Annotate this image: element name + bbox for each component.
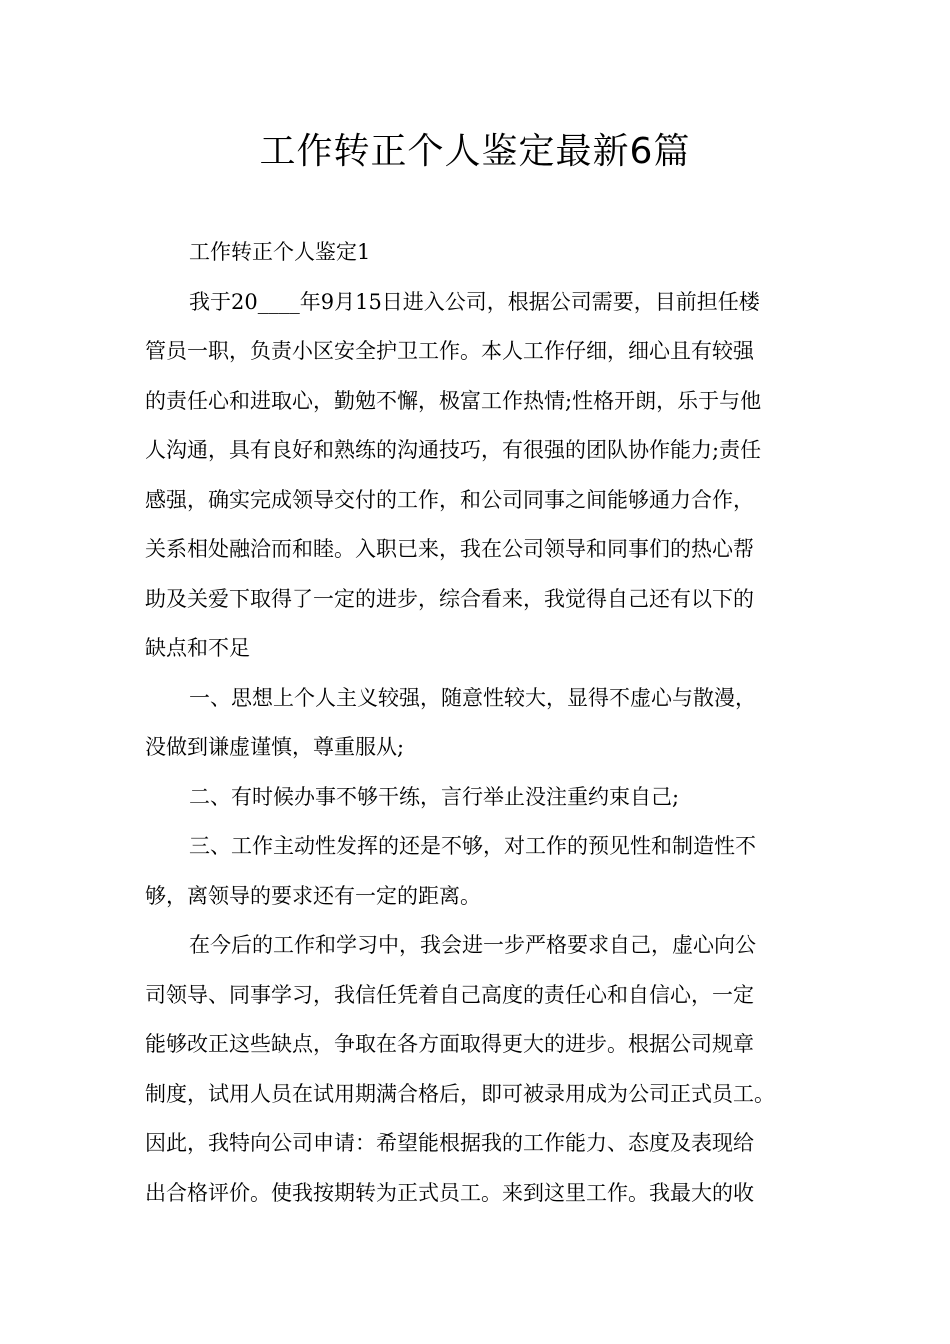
paragraph-line: 我于20____年9月15日进入公司，根据公司需要，目前担任楼 [189,289,760,314]
paragraph-line: 在今后的工作和学习中，我会进一步严格要求自己，虚心向公 [189,933,756,957]
document-body [145,228,820,1218]
paragraph-line: 制度，试用人员在试用期满合格后，即可被录用成为公司正式员工。 [145,1081,775,1106]
paragraph-line: 因此，我特向公司申请：希望能根据我的工作能力、态度及表现给 [145,1131,754,1155]
list-item-line: 一、思想上个人主义较强，随意性较大，显得不虚心与散漫， [189,685,756,710]
list-item-line: 没做到谦虚谨慎，尊重服从; [145,735,405,759]
paragraph-line: 感强，确实完成领导交付的工作，和公司同事之间能够通力合作， [145,487,754,512]
section-heading: 工作转正个人鉴定1 [189,240,371,264]
paragraph-line: 司领导、同事学习，我信任凭着自己高度的责任心和自信心，一定 [145,982,754,1007]
list-item-line: 二、有时候办事不够干练，言行举止没注重约束自己; [189,784,680,809]
paragraph-line: 的责任心和进取心，勤勉不懈，极富工作热情;性格开朗，乐于与他 [145,388,762,413]
document-title: 工作转正个人鉴定最新6篇 [259,131,691,172]
paragraph-line: 缺点和不足 [145,636,250,660]
paragraph-line: 助及关爱下取得了一定的进步，综合看来，我觉得自己还有以下的 [145,586,754,611]
list-item-line: 三、工作主动性发挥的还是不够，对工作的预见性和制造性不 [189,834,756,858]
paragraph-line: 人沟通，具有良好和熟练的沟通技巧，有很强的团队协作能力;责任 [145,438,762,462]
paragraph-line: 出合格评价。使我按期转为正式员工。来到这里工作。我最大的收 [145,1180,754,1205]
list-item-line: 够，离领导的要求还有一定的距离。 [145,883,481,908]
paragraph-line: 管员一职，负责小区安全护卫工作。本人工作仔细，细心且有较强 [145,339,754,363]
paragraph-line: 能够改正这些缺点，争取在各方面取得更大的进步。根据公司规章 [145,1032,754,1056]
paragraph-line: 关系相处融洽而和睦。入职已来，我在公司领导和同事们的热心帮 [145,537,754,561]
